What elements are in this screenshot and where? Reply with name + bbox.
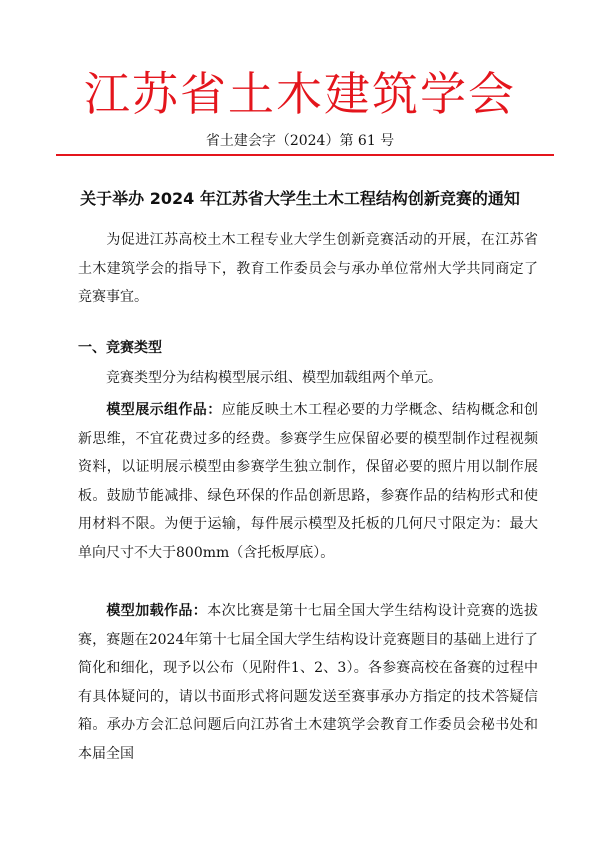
display-group-label: 模型展示组作品： <box>106 402 222 418</box>
section-summary-text: 竞赛类型分为结构模型展示组、模型加载组两个单元。 <box>106 370 442 386</box>
organization-name: 江苏省土木建筑学会 <box>84 67 516 121</box>
loading-group-paragraph <box>78 597 538 768</box>
intro-paragraph <box>78 226 538 312</box>
section-summary-paragraph <box>78 364 538 393</box>
display-group-paragraph <box>78 396 538 567</box>
intro-text: 为促进江苏高校土木工程专业大学生创新竞赛活动的开展，在江苏省土木建筑学会的指导下，教育工作委员会与承办单位常州大学共同商定了竞赛事宜。 <box>78 232 538 305</box>
section-heading: 一、竞赛类型 <box>78 340 162 356</box>
loading-group-label: 模型加载作品： <box>106 603 208 619</box>
loading-group-text: 本次比赛是第十七届全国大学生结构设计竞赛的选拔赛，赛题在2024年第十七届全国大学生结构设计竞赛题目的基础上进行了简化和细化，现予以公布（见附件1、2、3）。各参赛高校在备赛的过程中有具体疑问的，请以书面形式将问题发送至赛事承办方指定的技术答疑信箱。承办方会汇总问题后向江苏省土木建筑学会教育工作委员会秘书处和本届全国 <box>78 603 539 762</box>
display-group-text: 应能反映土木工程必要的力学概念、结构概念和创新思维，不宜花费过多的经费。参赛学生应保留必要的模型制作过程视频资料，以证明展示模型由参赛学生独立制作，保留必要的照片用以制作展板。鼓励节能减排、绿色环保的作品创新思路，参赛作品的结构形式和使用材料不限。为便于运输，每件展示模型及托板的几何尺寸限定为：最大单向尺寸不大于800mm（含托板厚底）。 <box>78 402 539 561</box>
document-number: 省土建会字（2024）第 61 号 <box>205 133 395 149</box>
notice-title: 关于举办 2024 年江苏省大学生土木工程结构创新竞赛的通知 <box>80 189 520 208</box>
red-divider-line <box>56 154 554 156</box>
